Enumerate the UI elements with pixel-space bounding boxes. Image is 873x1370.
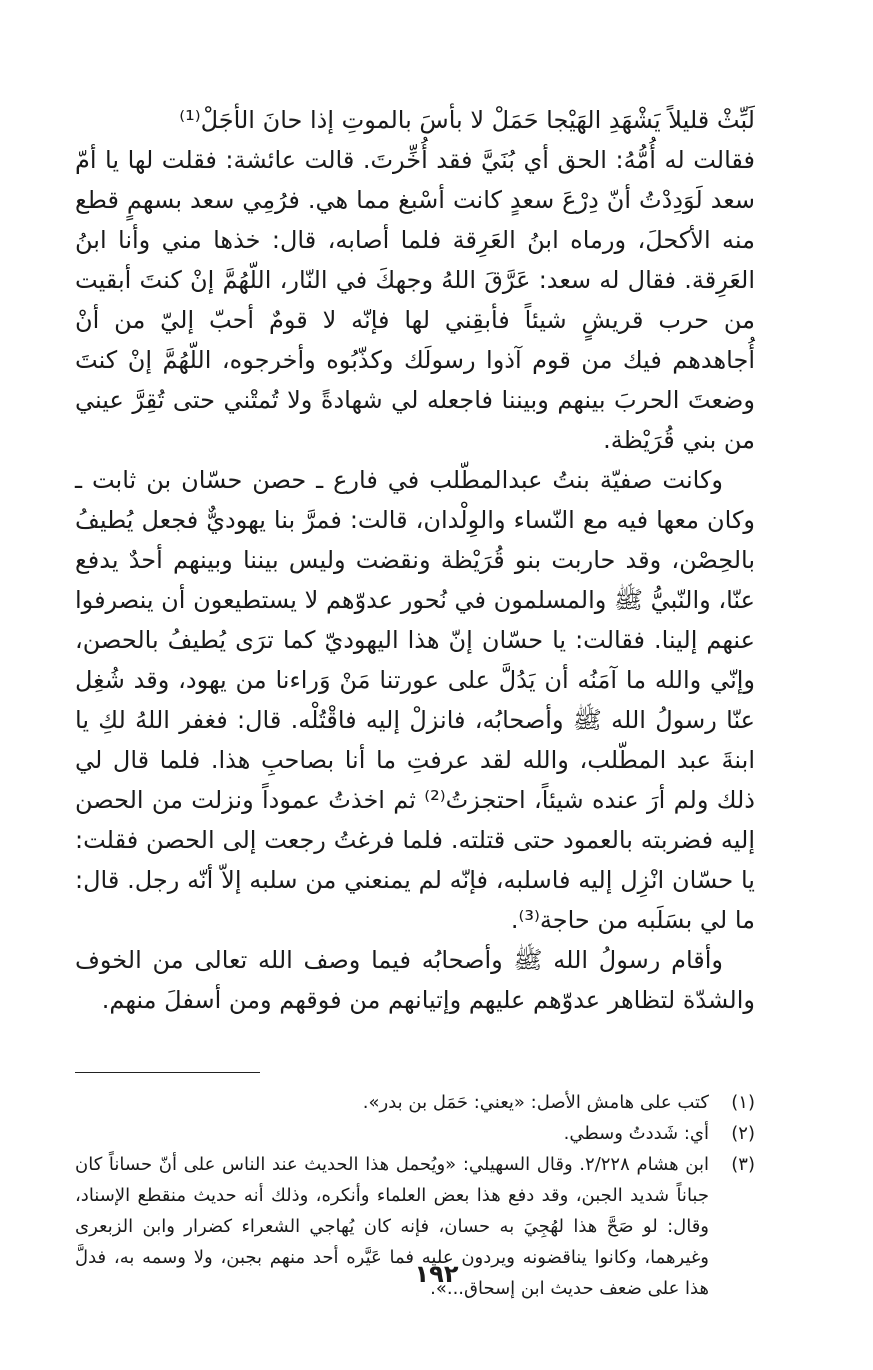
footnote (75, 1118, 755, 1149)
footnote-number: (١) (731, 1092, 755, 1113)
footnote-text: أي: شَددتُ وسطي. (563, 1123, 709, 1144)
page-number: ١٩٢ (414, 1260, 459, 1288)
footnote-separator (75, 1072, 260, 1073)
main-text (75, 140, 755, 1020)
footnote-number: (٣) (731, 1154, 755, 1175)
paragraph: وكانت صفيّة بنتُ عبدالمطّلب في فارع ـ حصن حسّان بن ثابت ـ وكان معها فيه مع النّساء والوِلْدان، قالت: فمرَّ بنا يهوديٌّ فجعل يُطيفُ بالحِصْن، وقد حاربت بنو قُرَيْظة ونقضت وليس بيننا وبينهم أحدٌ يدفع عنّا، والنّبيُّ ﷺ والمسلمون في نُحور عدوّهم لا يستطيعون أن ينصرفوا عنهم إلينا. فقالت: يا حسّان إنّ هذا اليهوديّ كما ترَى يُطيفُ بالحصن، وإنّي والله ما آمَنُه أن يَدُلَّ على عورتنا مَنْ وَراءنا من يهود، وقد شُغِل عنّا رسولُ الله ﷺ وأصحابُه، فانزلْ إليه فاقْتُلْه. قال: فغفر اللهُ لكِ يا ابنةَ عبد المطّلب، والله لقد عرفتِ ما أنا بصاحبِ هذا. فلما قال لي ذلك ولم أرَ عنده شيئاً، احتجزتُ⁽²⁾ ثم اخذتُ عموداً ونزلت من الحصن إليه فضربته بالعمود حتى قتلته. فلما فرغتُ رجعت إلى الحصن فقلت: يا حسّان انْزِل إليه فاسلبه، فإنّه لم يمنعني من سلبه إلاّ أنّه رجل. قال: ما لي بسَلَبه من حاجة⁽³⁾. (75, 466, 755, 934)
footnote-separator-wrap (75, 1072, 755, 1073)
footnote-text: ابن هشام ٢/٢٢٨. وقال السهيلي: «ويُحمل هذا الحديث عند الناس على أنّ حساناً كان جباناً شديد الجبن، وقد دفع هذا بعض العلماء وأنكره، وذلك أنه حديث منقطع الإسناد، وقال: لو صَحَّ هذا لهُجِيَ به حسان، فإنه كان يُهاجي الشعراء كضرار وابن الزبعرى وغيرهما، وكانوا يناقضونه ويردون عليه فما عَيَّره أحد منهم بجبن، ولا وسمه به، فدلَّ هذا على ضعف حديث ابن إسحاق...». (75, 1154, 709, 1299)
poetry-verse: لَبِّثْ قليلاً يَشْهَدِ الهَيْجا حَمَلْ لا بأسَ بالموتِ إذا حانَ الأجَلْ⁽¹⁾ (179, 106, 755, 134)
footnote (75, 1087, 755, 1118)
footnote-number: (٢) (731, 1123, 755, 1144)
paragraph: وأقام رسولُ الله ﷺ وأصحابُه فيما وصف الله تعالى من الخوف والشدّة لتظاهر عدوّهم عليهم وإتيانهم من فوقهم ومن أسفلَ منهم. (75, 946, 755, 1014)
paragraph: فقالت له أُمُّهُ: الحق أي بُنَيَّ فقد أُخِّرتَ. قالت عائشة: فقلت لها يا أمّ سعد لَوَدِدْتُ أنّ دِرْعَ سعدٍ كانت أسْبغ مما هي. فرُمِي سعد بسهمٍ قطع منه الأكحلَ، ورماه ابنُ العَرِقة فلما أصابه، قال: خذها مني وأنا ابنُ العَرِقة. فقال له سعد: عَرَّقَ اللهُ وجهكَ في النّار، اللّهُمَّ إنْ كنتَ أبقيت من حرب قريشٍ شيئاً فأبقِني لها فإنّه لا قومٌ أحبّ إليّ من أنْ أُجاهدهم فيك من قوم آذوا رسولَك وكذّبُوه وأخرجوه، اللّهُمَّ إنْ كنتَ وضعتَ الحربَ بينهم وبيننا فاجعله لي شهادةً ولا تُمتْني حتى تُقِرَّ عيني من بني قُرَيْظة. (75, 146, 755, 454)
footnote-text: كتب على هامش الأصل: «يعني: حَمَل بن بدر». (362, 1092, 709, 1113)
